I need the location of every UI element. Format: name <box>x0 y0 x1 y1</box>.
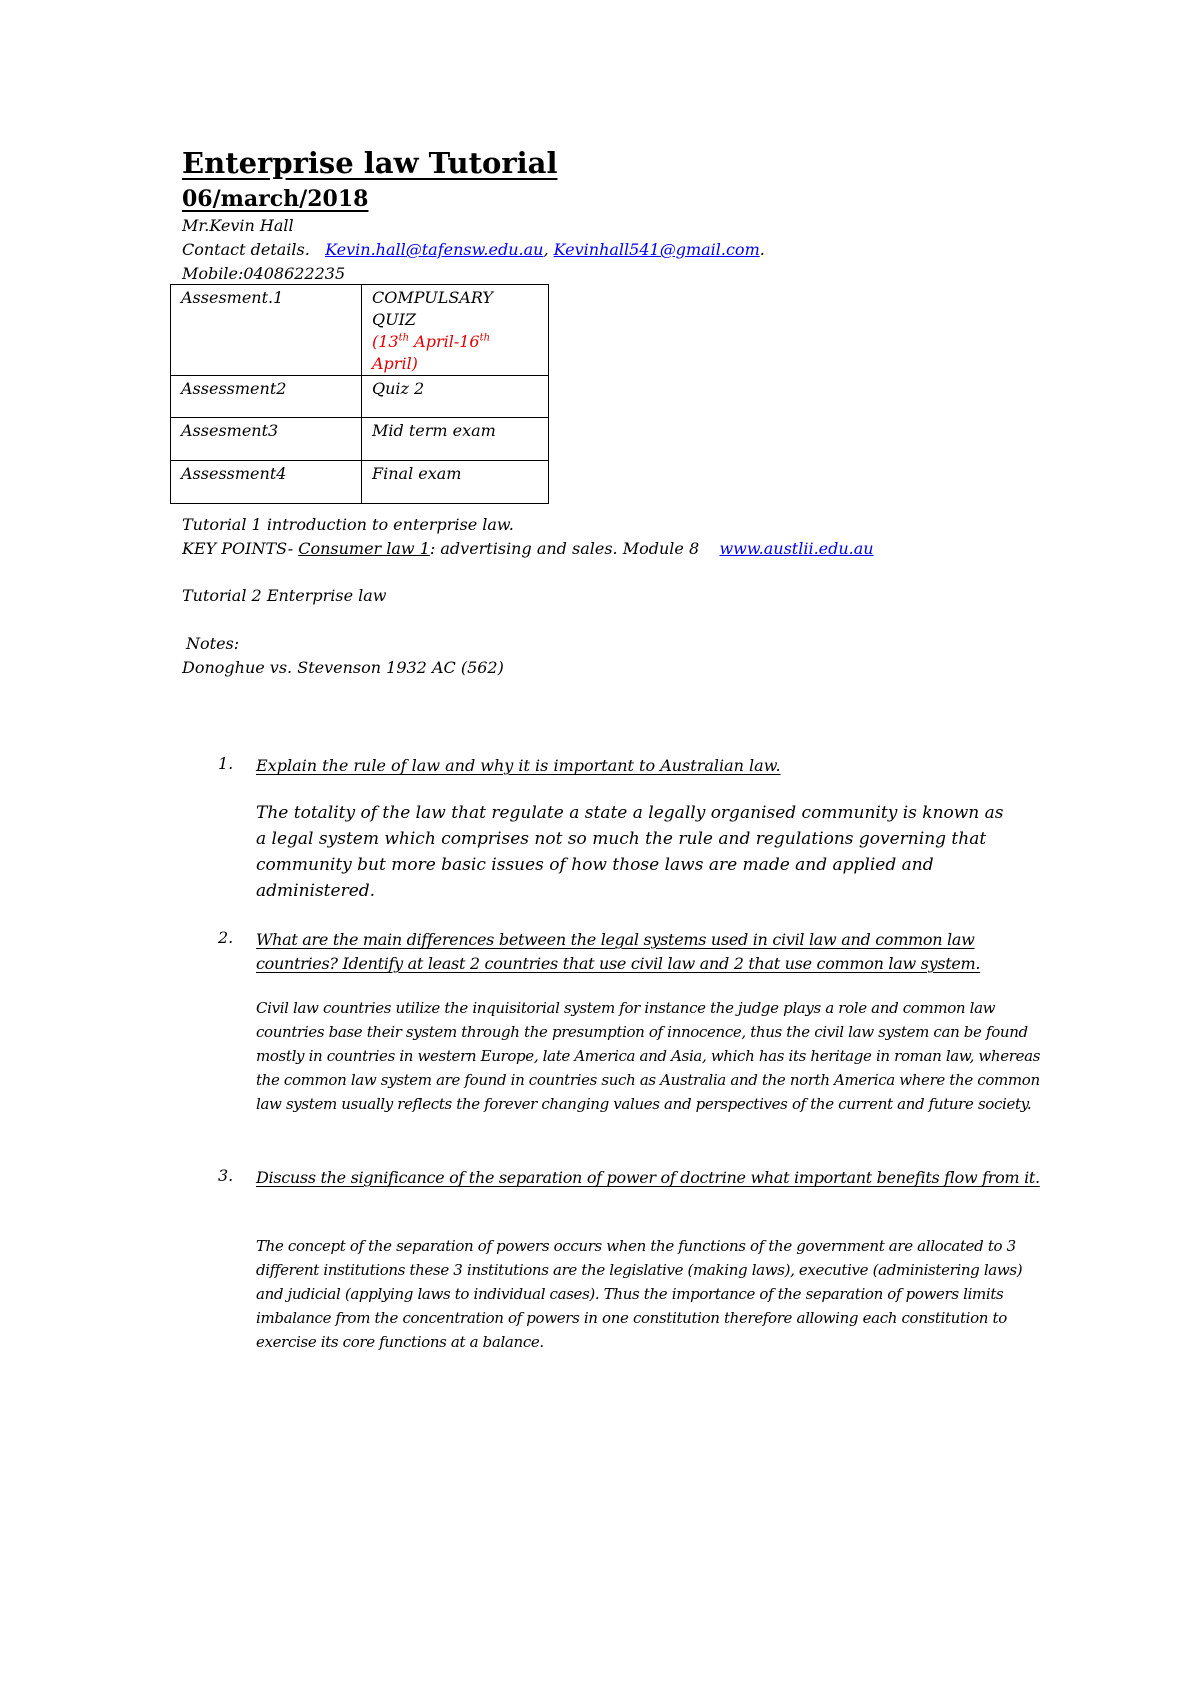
table-row <box>171 418 549 461</box>
table-row <box>171 285 549 376</box>
email-link-tafe[interactable]: Kevin.hall@tafensw.edu.au <box>325 240 544 259</box>
question-text: Discuss the significance of the separation of power of doctrine what important benefits flow from it. <box>256 1168 1040 1187</box>
email-link-gmail[interactable]: Kevinhall541@gmail.com <box>553 240 760 259</box>
dates-start-day: 13 <box>378 332 399 351</box>
contact-separator: , <box>543 240 549 259</box>
page-title: Enterprise law Tutorial <box>182 146 558 180</box>
assessment-name: Assesment3 <box>171 418 362 461</box>
contact-details <box>182 240 765 259</box>
question-text: Explain the rule of law and why it is important to Australian law. <box>256 756 781 775</box>
question-text: What are the main differences between the legal systems used in civil law and common law countries? Identify at least 2 countries that use civil law and 2 that use common law system. <box>256 930 981 973</box>
assessment-detail: Quiz 2 <box>362 376 549 418</box>
key-points-prefix: KEY POINTS- <box>182 539 299 558</box>
tutorial-date: 06/march/2018 <box>182 186 369 212</box>
dates-open: ( <box>372 332 379 351</box>
key-points-topic: Consumer law 1 <box>298 539 430 558</box>
dates-end-sup: th <box>479 332 491 344</box>
table-row <box>171 461 549 504</box>
quiz-dates <box>372 332 490 373</box>
key-points-rest: : advertising and sales. Module 8 <box>429 539 700 558</box>
assessment-name: Assessment4 <box>171 461 362 504</box>
notes-label: Notes: <box>186 634 240 653</box>
assessment-name: Assesment.1 <box>171 285 362 376</box>
tutorial-1-heading: Tutorial 1 introduction to enterprise law. <box>182 515 514 534</box>
teacher-name: Mr.Kevin Hall <box>182 216 294 235</box>
assessment-name: Assessment2 <box>171 376 362 418</box>
austlii-link[interactable]: www.austlii.edu.au <box>719 539 874 558</box>
contact-label: Contact details. <box>182 240 310 259</box>
question-number: 2. <box>218 928 234 947</box>
question-number: 1. <box>218 754 234 773</box>
assessment-detail <box>362 285 549 376</box>
answer-text: The concept of the separation of powers occurs when the functions of the government are allocated to 3 different institutions these 3 institutions are the legislative (making laws), executive (administering laws) and judicial (applying laws to individual cases). Thus the importance of the separation of powers limits imbalance from the concentration of powers in one constitution therefore allowing each constitution to exercise its core functions at a balance. <box>256 1237 1023 1351</box>
question-number: 3. <box>218 1166 234 1185</box>
case-citation: Donoghue vs. Stevenson 1932 AC (562) <box>182 658 504 677</box>
assessment-detail-text: COMPULSARY QUIZ <box>372 288 493 329</box>
contact-end: . <box>759 240 765 259</box>
assessment-detail: Mid term exam <box>362 418 549 461</box>
assessment-detail: Final exam <box>362 461 549 504</box>
answer-text: Civil law countries utilize the inquisitorial system for instance the judge plays a role and common law countries base their system through the presumption of innocence, thus the civil law system can be found mostly in countries in western Europe, late America and Asia, which has its heritage in roman law, whereas the common law system are found in countries such as Australia and the north America where the common law system usually reflects the forever changing values and perspectives of the current and future society. <box>256 999 1041 1113</box>
dates-start-sup: th <box>398 332 410 344</box>
key-points-line <box>182 539 874 558</box>
mobile-number: Mobile:0408622235 <box>182 264 346 283</box>
table-row <box>171 376 549 418</box>
dates-end: April) <box>372 354 418 373</box>
assessment-table <box>170 284 549 504</box>
answer-text: The totality of the law that regulate a state a legally organised community is known as a legal system which comprises not so much the rule and regulations governing that community but more basic issues of how those laws are made and applied and administered. <box>256 803 1004 901</box>
tutorial-2-heading: Tutorial 2 Enterprise law <box>182 586 387 605</box>
dates-mid: April-16 <box>409 332 480 351</box>
